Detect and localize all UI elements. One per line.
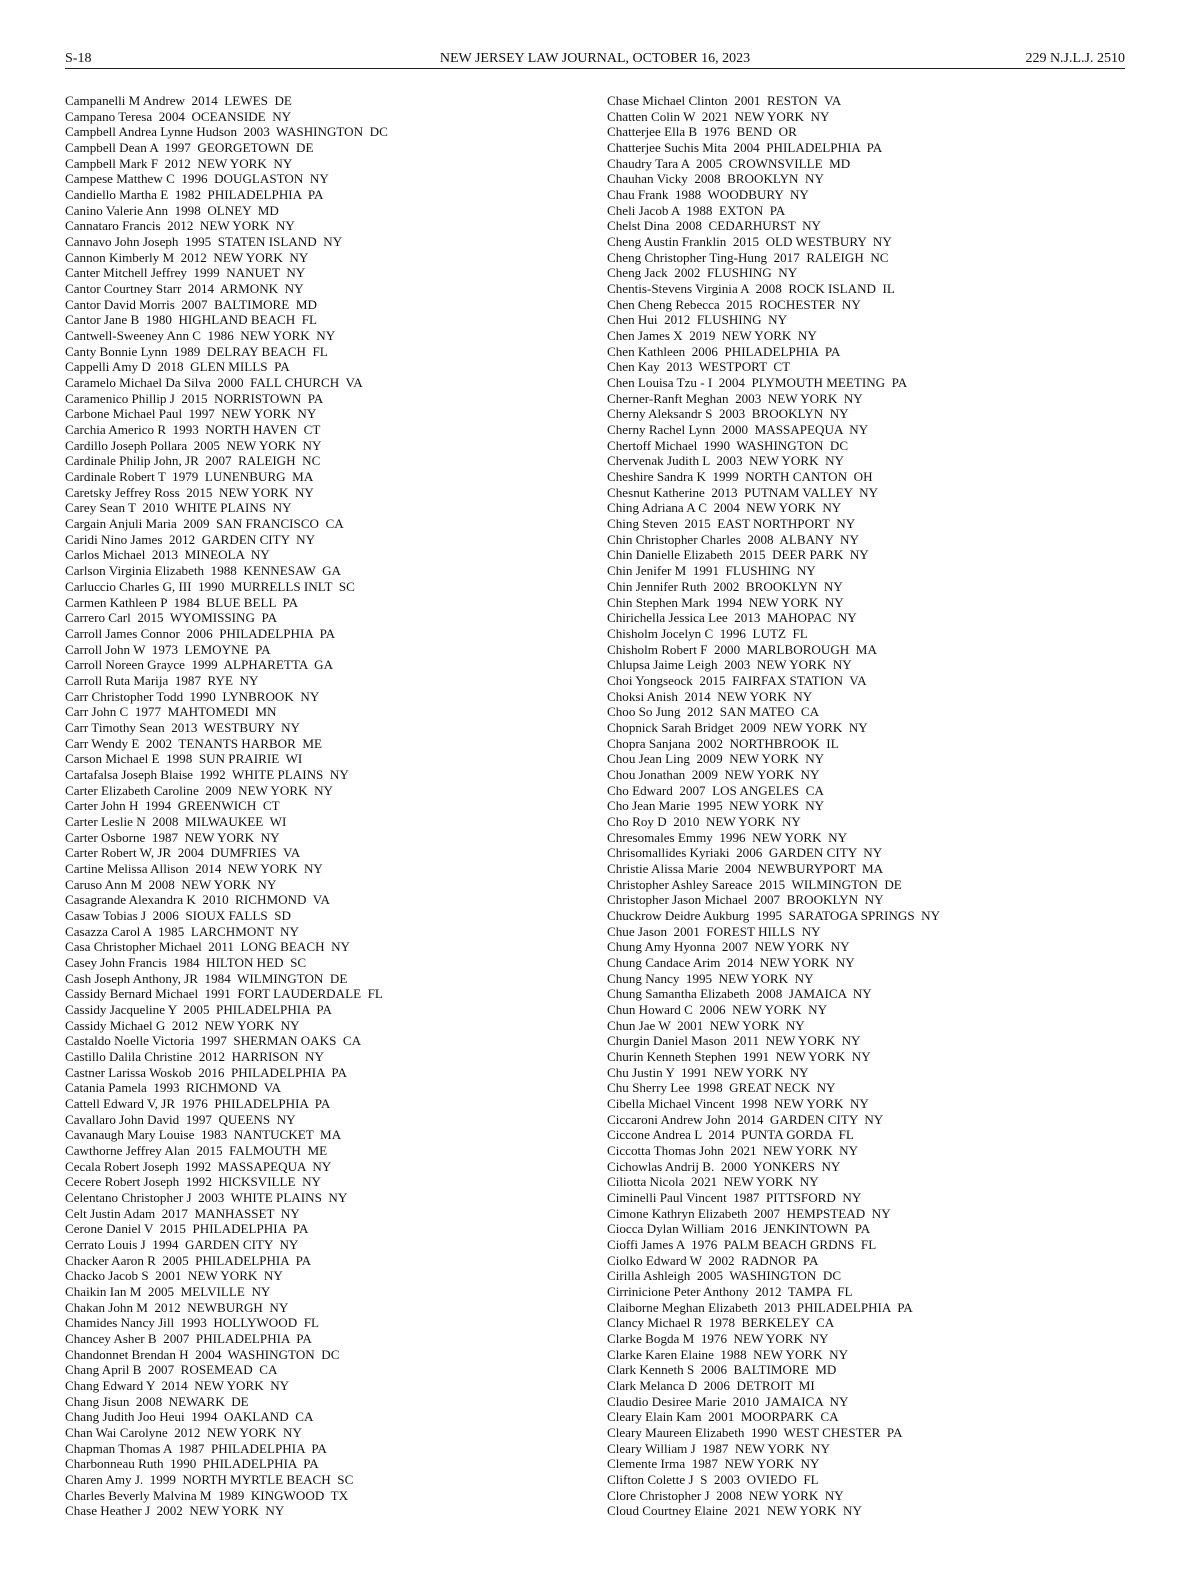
- attorney-entry: Ciocca Dylan William 2016 JENKINTOWN PA: [607, 1221, 871, 1237]
- attorney-entry: Chung Nancy 1995 NEW YORK NY: [607, 970, 814, 986]
- attorney-entry: Carr Timothy Sean 2013 WESTBURY NY: [65, 719, 300, 735]
- attorney-entry: Cichowlas Andrij B. 2000 YONKERS NY: [607, 1158, 841, 1174]
- attorney-entry: Cloud Courtney Elaine 2021 NEW YORK NY: [607, 1503, 862, 1519]
- attorney-entry: Caridi Nino James 2012 GARDEN CITY NY: [65, 531, 316, 547]
- attorney-entry: Cerone Daniel V 2015 PHILADELPHIA PA: [65, 1221, 309, 1237]
- attorney-entry: Chervenak Judith L 2003 NEW YORK NY: [607, 453, 844, 469]
- attorney-entry: Ching Adriana A C 2004 NEW YORK NY: [607, 500, 842, 516]
- attorney-entry: Charen Amy J. 1999 NORTH MYRTLE BEACH SC: [65, 1472, 354, 1488]
- attorney-entry: Christopher Jason Michael 2007 BROOKLYN NY: [607, 892, 884, 908]
- attorney-entry: Chin Danielle Elizabeth 2015 DEER PARK NY: [607, 547, 869, 563]
- attorney-entry: Chaikin Ian M 2005 MELVILLE NY: [65, 1284, 271, 1300]
- attorney-entry: Chauhan Vicky 2008 BROOKLYN NY: [607, 171, 824, 187]
- attorney-entry: Cartine Melissa Allison 2014 NEW YORK NY: [65, 860, 323, 876]
- attorney-entry: Cirrinicione Peter Anthony 2012 TAMPA FL: [607, 1284, 853, 1300]
- attorney-entry: Chesnut Katherine 2013 PUTNAM VALLEY NY: [607, 484, 879, 500]
- attorney-entry: Campanelli M Andrew 2014 LEWES DE: [65, 93, 292, 108]
- attorney-entry: Ciminelli Paul Vincent 1987 PITTSFORD NY: [607, 1190, 862, 1206]
- attorney-entry: Cecere Robert Joseph 1992 HICKSVILLE NY: [65, 1174, 322, 1190]
- attorney-entry: Ciccaroni Andrew John 2014 GARDEN CITY NY: [607, 1111, 884, 1127]
- attorney-entry: Caretsky Jeffrey Ross 2015 NEW YORK NY: [65, 484, 314, 500]
- attorney-entry: Chang Jisun 2008 NEWARK DE: [65, 1393, 249, 1409]
- attorney-entry: Carlson Virginia Elizabeth 1988 KENNESAW GA: [65, 563, 342, 579]
- attorney-entry: Chin Jenifer M 1991 FLUSHING NY: [607, 563, 816, 579]
- attorney-entry: Cho Jean Marie 1995 NEW YORK NY: [607, 798, 825, 814]
- attorney-entry: Cawthorne Jeffrey Alan 2015 FALMOUTH ME: [65, 1143, 328, 1159]
- attorney-entry: Caruso Ann M 2008 NEW YORK NY: [65, 876, 277, 892]
- attorney-entry: Chou Jean Ling 2009 NEW YORK NY: [607, 751, 825, 767]
- attorney-entry: Chacker Aaron R 2005 PHILADELPHIA PA: [65, 1252, 312, 1268]
- attorney-entry: Cantor Jane B 1980 HIGHLAND BEACH FL: [65, 312, 318, 328]
- attorney-entry: Cleary Maureen Elizabeth 1990 WEST CHESTER PA: [607, 1425, 903, 1441]
- attorney-entry: Campbell Andrea Lynne Hudson 2003 WASHINGTON DC: [65, 124, 388, 140]
- attorney-entry: Choo So Jung 2012 SAN MATEO CA: [607, 704, 820, 720]
- attorney-entry: Cardillo Joseph Pollara 2005 NEW YORK NY: [65, 437, 322, 453]
- left-column-list: [65, 93, 585, 1519]
- attorney-entry: Caramelo Michael Da Silva 2000 FALL CHURCH VA: [65, 375, 363, 391]
- attorney-entry: Canter Mitchell Jeffrey 1999 NANUET NY: [65, 265, 306, 281]
- attorney-entry: Carter Elizabeth Caroline 2009 NEW YORK NY: [65, 782, 333, 798]
- attorney-entry: Casaw Tobias J 2006 SIOUX FALLS SD: [65, 907, 291, 923]
- attorney-entry: Chamides Nancy Jill 1993 HOLLYWOOD FL: [65, 1315, 319, 1331]
- attorney-entry: Cheng Austin Franklin 2015 OLD WESTBURY NY: [607, 234, 892, 250]
- attorney-entry: Clifton Colette J S 2003 OVIEDO FL: [607, 1472, 819, 1488]
- attorney-entry: Casazza Carol A 1985 LARCHMONT NY: [65, 923, 299, 939]
- attorney-entry: Canino Valerie Ann 1998 OLNEY MD: [65, 202, 279, 218]
- attorney-entry: Cibella Michael Vincent 1998 NEW YORK NY: [607, 1096, 869, 1111]
- attorney-entry: Carchia Americo R 1993 NORTH HAVEN CT: [65, 422, 321, 438]
- attorney-entry: Chen Hui 2012 FLUSHING NY: [607, 312, 788, 328]
- attorney-entry: Claiborne Meghan Elizabeth 2013 PHILADELPHIA PA: [607, 1299, 913, 1315]
- attorney-entry: Cannataro Francis 2012 NEW YORK NY: [65, 218, 295, 234]
- attorney-entry: Chin Jennifer Ruth 2002 BROOKLYN NY: [607, 578, 843, 594]
- attorney-entry: Canty Bonnie Lynn 1989 DELRAY BEACH FL: [65, 343, 328, 359]
- attorney-entry: Cioffi James A 1976 PALM BEACH GRDNS FL: [607, 1237, 877, 1253]
- attorney-entry: Cirilla Ashleigh 2005 WASHINGTON DC: [607, 1268, 842, 1284]
- attorney-entry: Chin Stephen Mark 1994 NEW YORK NY: [607, 594, 844, 610]
- attorney-entry: Castillo Dalila Christine 2012 HARRISON NY: [65, 1048, 324, 1064]
- attorney-entry: Clark Kenneth S 2006 BALTIMORE MD: [607, 1362, 837, 1378]
- attorney-entry: Chelst Dina 2008 CEDARHURST NY: [607, 218, 821, 234]
- attorney-entry: Charles Beverly Malvina M 1989 KINGWOOD TX: [65, 1487, 349, 1503]
- attorney-entry: Ciolko Edward W 2002 RADNOR PA: [607, 1252, 819, 1268]
- page-number: S-18: [65, 51, 92, 66]
- attorney-entry: Cheng Jack 2002 FLUSHING NY: [607, 265, 798, 281]
- attorney-entry: Ciccotta Thomas John 2021 NEW YORK NY: [607, 1143, 859, 1159]
- attorney-entry: Christie Alissa Marie 2004 NEWBURYPORT MA: [607, 860, 884, 876]
- attorney-entry: Cimone Kathryn Elizabeth 2007 HEMPSTEAD NY: [607, 1205, 891, 1221]
- attorney-entry: Castner Larissa Woskob 2016 PHILADELPHIA PA: [65, 1064, 347, 1080]
- attorney-entry: Chung Samantha Elizabeth 2008 JAMAICA NY: [607, 986, 872, 1002]
- attorney-entry: Cantwell-Sweeney Ann C 1986 NEW YORK NY: [65, 328, 336, 344]
- attorney-entry: Chang Judith Joo Heui 1994 OAKLAND CA: [65, 1409, 314, 1425]
- attorney-entry: Castaldo Noelle Victoria 1997 SHERMAN OAKS CA: [65, 1033, 362, 1049]
- attorney-entry: Carr Christopher Todd 1990 LYNBROOK NY: [65, 688, 320, 704]
- attorney-entry: Cheshire Sandra K 1999 NORTH CANTON OH: [607, 469, 873, 485]
- attorney-entry: Cash Joseph Anthony, JR 1984 WILMINGTON DE: [65, 970, 348, 986]
- attorney-entry: Cassidy Bernard Michael 1991 FORT LAUDERDALE FL: [65, 986, 383, 1002]
- attorney-entry: Chatterjee Ella B 1976 BEND OR: [607, 124, 797, 140]
- attorney-entry: Carr Wendy E 2002 TENANTS HARBOR ME: [65, 735, 323, 751]
- attorney-entry: Cheli Jacob A 1988 EXTON PA: [607, 202, 786, 218]
- attorney-entry: Cavallaro John David 1997 QUEENS NY: [65, 1111, 296, 1127]
- attorney-entry: Carroll Ruta Marija 1987 RYE NY: [65, 672, 259, 688]
- attorney-entry: Cho Roy D 2010 NEW YORK NY: [607, 813, 801, 829]
- attorney-entry: Cherny Rachel Lynn 2000 MASSAPEQUA NY: [607, 422, 869, 438]
- attorney-entry: Chu Justin Y 1991 NEW YORK NY: [607, 1064, 809, 1080]
- attorney-entry: Chentis-Stevens Virginia A 2008 ROCK ISLAND IL: [607, 281, 895, 297]
- attorney-entry: Chancey Asher B 2007 PHILADELPHIA PA: [65, 1331, 312, 1347]
- attorney-entry: Chin Christopher Charles 2008 ALBANY NY: [607, 531, 859, 547]
- attorney-entry: Ching Steven 2015 EAST NORTHPORT NY: [607, 516, 856, 532]
- attorney-entry: Cherny Aleksandr S 2003 BROOKLYN NY: [607, 406, 849, 422]
- attorney-entry: Cassidy Jacqueline Y 2005 PHILADELPHIA PA: [65, 1001, 332, 1017]
- attorney-entry: Candiello Martha E 1982 PHILADELPHIA PA: [65, 187, 324, 203]
- page-header: [65, 50, 1125, 69]
- attorney-entry: Carrero Carl 2015 WYOMISSING PA: [65, 610, 278, 626]
- attorney-entry: Campese Matthew C 1996 DOUGLASTON NY: [65, 171, 329, 187]
- attorney-entry: Chau Frank 1988 WOODBURY NY: [607, 187, 809, 203]
- attorney-entry: Chatterjee Suchis Mita 2004 PHILADELPHIA PA: [607, 140, 883, 156]
- attorney-entry: Chirichella Jessica Lee 2013 MAHOPAC NY: [607, 610, 857, 626]
- publication-title: NEW JERSEY LAW JOURNAL, OCTOBER 16, 2023: [439, 51, 751, 66]
- attorney-entry: Carroll John W 1973 LEMOYNE PA: [65, 641, 271, 657]
- attorney-entry: Chang April B 2007 ROSEMEAD CA: [65, 1362, 278, 1378]
- attorney-entry: Chrisomallides Kyriaki 2006 GARDEN CITY NY: [607, 845, 883, 861]
- attorney-entry: Carter Robert W, JR 2004 DUMFRIES VA: [65, 845, 301, 861]
- attorney-entry: Campbell Dean A 1997 GEORGETOWN DE: [65, 140, 314, 156]
- attorney-entry: Carroll James Connor 2006 PHILADELPHIA PA: [65, 625, 336, 641]
- attorney-entry: Clarke Bogda M 1976 NEW YORK NY: [607, 1331, 829, 1347]
- attorney-entry: Casagrande Alexandra K 2010 RICHMOND VA: [65, 892, 330, 908]
- attorney-entry: Caramenico Phillip J 2015 NORRISTOWN PA: [65, 390, 324, 406]
- attorney-entry: Chen Louisa Tzu - I 2004 PLYMOUTH MEETING PA: [607, 375, 908, 391]
- attorney-entry: Chen Kathleen 2006 PHILADELPHIA PA: [607, 343, 841, 359]
- attorney-entry: Chen James X 2019 NEW YORK NY: [607, 328, 817, 344]
- attorney-entry: Chresomales Emmy 1996 NEW YORK NY: [607, 829, 848, 845]
- attorney-entry: Chang Edward Y 2014 NEW YORK NY: [65, 1378, 290, 1394]
- attorney-entry: Cannon Kimberly M 2012 NEW YORK NY: [65, 249, 309, 265]
- attorney-entry: Chacko Jacob S 2001 NEW YORK NY: [65, 1268, 283, 1284]
- attorney-entry: Carson Michael E 1998 SUN PRAIRIE WI: [65, 751, 303, 767]
- attorney-entry: Cantor David Morris 2007 BALTIMORE MD: [65, 296, 317, 312]
- attorney-entry: Chandonnet Brendan H 2004 WASHINGTON DC: [65, 1346, 340, 1362]
- attorney-entry: Clark Melanca D 2006 DETROIT MI: [607, 1378, 815, 1394]
- attorney-entry: Cattell Edward V, JR 1976 PHILADELPHIA PA: [65, 1096, 331, 1111]
- attorney-entry: Chun Jae W 2001 NEW YORK NY: [607, 1017, 805, 1033]
- attorney-entry: Carter Osborne 1987 NEW YORK NY: [65, 829, 280, 845]
- attorney-entry: Chapman Thomas A 1987 PHILADELPHIA PA: [65, 1440, 327, 1456]
- attorney-entry: Chou Jonathan 2009 NEW YORK NY: [607, 766, 820, 782]
- attorney-entry: Choksi Anish 2014 NEW YORK NY: [607, 688, 813, 704]
- attorney-entry: Ciccone Andrea L 2014 PUNTA GORDA FL: [607, 1127, 854, 1143]
- attorney-entry: Carmen Kathleen P 1984 BLUE BELL PA: [65, 594, 299, 610]
- attorney-entry: Carluccio Charles G, III 1990 MURRELLS INLT SC: [65, 578, 355, 594]
- attorney-entry: Chun Howard C 2006 NEW YORK NY: [607, 1001, 828, 1017]
- attorney-entry: Ciliotta Nicola 2021 NEW YORK NY: [607, 1174, 819, 1190]
- attorney-entry: Cavanaugh Mary Louise 1983 NANTUCKET MA: [65, 1127, 342, 1143]
- attorney-entry: Campano Teresa 2004 OCEANSIDE NY: [65, 108, 292, 124]
- attorney-entry: Churgin Daniel Mason 2011 NEW YORK NY: [607, 1033, 861, 1049]
- attorney-entry: Chuckrow Deidre Aukburg 1995 SARATOGA SPRINGS NY: [607, 907, 941, 923]
- attorney-entry: Cherner-Ranft Meghan 2003 NEW YORK NY: [607, 390, 863, 406]
- attorney-entry: Chisholm Robert F 2000 MARLBOROUGH MA: [607, 641, 877, 657]
- attorney-entry: Chatten Colin W 2021 NEW YORK NY: [607, 108, 830, 124]
- attorney-entry: Cleary William J 1987 NEW YORK NY: [607, 1440, 830, 1456]
- attorney-entry: Celt Justin Adam 2017 MANHASSET NY: [65, 1205, 300, 1221]
- attorney-entry: Chopnick Sarah Bridget 2009 NEW YORK NY: [607, 719, 868, 735]
- attorney-entry: Carey Sean T 2010 WHITE PLAINS NY: [65, 500, 292, 516]
- attorney-entry: Cannavo John Joseph 1995 STATEN ISLAND NY: [65, 234, 343, 250]
- attorney-entry: Cheng Christopher Ting-Hung 2017 RALEIGH NC: [607, 249, 889, 265]
- attorney-entry: Cecala Robert Joseph 1992 MASSAPEQUA NY: [65, 1158, 332, 1174]
- attorney-entry: Clarke Karen Elaine 1988 NEW YORK NY: [607, 1346, 849, 1362]
- attorney-entry: Cho Edward 2007 LOS ANGELES CA: [607, 782, 824, 798]
- attorney-entry: Catania Pamela 1993 RICHMOND VA: [65, 1080, 281, 1096]
- attorney-entry: Chertoff Michael 1990 WASHINGTON DC: [607, 437, 849, 453]
- attorney-entry: Carbone Michael Paul 1997 NEW YORK NY: [65, 406, 317, 422]
- attorney-entry: Chaudry Tara A 2005 CROWNSVILLE MD: [607, 155, 851, 171]
- attorney-entry: Carlos Michael 2013 MINEOLA NY: [65, 547, 270, 563]
- attorney-entry: Claudio Desiree Marie 2010 JAMAICA NY: [607, 1393, 849, 1409]
- attorney-entry: Chakan John M 2012 NEWBURGH NY: [65, 1299, 289, 1315]
- attorney-entry: Choi Yongseock 2015 FAIRFAX STATION VA: [607, 672, 867, 688]
- attorney-entry: Chlupsa Jaime Leigh 2003 NEW YORK NY: [607, 657, 852, 673]
- attorney-entry: Chase Heather J 2002 NEW YORK NY: [65, 1503, 285, 1519]
- journal-citation: 229 N.J.L.J. 2510: [1025, 51, 1125, 66]
- attorney-entry: Chen Cheng Rebecca 2015 ROCHESTER NY: [607, 296, 861, 312]
- attorney-entry: Cardinale Philip John, JR 2007 RALEIGH NC: [65, 453, 321, 469]
- attorney-entry: Clemente Irma 1987 NEW YORK NY: [607, 1456, 820, 1472]
- attorney-entry: Cardinale Robert T 1979 LUNENBURG MA: [65, 469, 314, 485]
- attorney-entry: Carroll Noreen Grayce 1999 ALPHARETTA GA: [65, 657, 334, 673]
- attorney-entry: Carter John H 1994 GREENWICH CT: [65, 798, 280, 814]
- attorney-entry: Casa Christopher Michael 2011 LONG BEACH NY: [65, 939, 350, 955]
- attorney-entry: Churin Kenneth Stephen 1991 NEW YORK NY: [607, 1048, 871, 1064]
- right-column-list: [607, 93, 1127, 1519]
- attorney-entry: Chue Jason 2001 FOREST HILLS NY: [607, 923, 821, 939]
- attorney-entry: Carter Leslie N 2008 MILWAUKEE WI: [65, 813, 287, 829]
- attorney-entry: Cassidy Michael G 2012 NEW YORK NY: [65, 1017, 300, 1033]
- attorney-entry: Campbell Mark F 2012 NEW YORK NY: [65, 155, 293, 171]
- attorney-entry: Chase Michael Clinton 2001 RESTON VA: [607, 93, 842, 108]
- attorney-entry: Chisholm Jocelyn C 1996 LUTZ FL: [607, 625, 808, 641]
- attorney-entry: Chen Kay 2013 WESTPORT CT: [607, 359, 791, 375]
- attorney-entry: Cappelli Amy D 2018 GLEN MILLS PA: [65, 359, 290, 375]
- attorney-entry: Clore Christopher J 2008 NEW YORK NY: [607, 1487, 844, 1503]
- attorney-entry: Chan Wai Carolyne 2012 NEW YORK NY: [65, 1425, 302, 1441]
- attorney-entry: Celentano Christopher J 2003 WHITE PLAINS NY: [65, 1190, 348, 1206]
- attorney-entry: Clancy Michael R 1978 BERKELEY CA: [607, 1315, 835, 1331]
- attorney-entry: Cargain Anjuli Maria 2009 SAN FRANCISCO CA: [65, 516, 344, 532]
- attorney-entry: Casey John Francis 1984 HILTON HED SC: [65, 954, 307, 970]
- attorney-entry: Cerrato Louis J 1994 GARDEN CITY NY: [65, 1237, 299, 1253]
- attorney-entry: Chung Amy Hyonna 2007 NEW YORK NY: [607, 939, 850, 955]
- attorney-entry: Cartafalsa Joseph Blaise 1992 WHITE PLAINS NY: [65, 766, 349, 782]
- attorney-entry: Cantor Courtney Starr 2014 ARMONK NY: [65, 281, 304, 297]
- attorney-entry: Charbonneau Ruth 1990 PHILADELPHIA PA: [65, 1456, 319, 1472]
- attorney-entry: Christopher Ashley Sareace 2015 WILMINGTON DE: [607, 876, 902, 892]
- attorney-entry: Chopra Sanjana 2002 NORTHBROOK IL: [607, 735, 839, 751]
- attorney-entry: Chung Candace Arim 2014 NEW YORK NY: [607, 954, 855, 970]
- attorney-entry: Cleary Elain Kam 2001 MOORPARK CA: [607, 1409, 839, 1425]
- attorney-entry: Carr John C 1977 MAHTOMEDI MN: [65, 704, 277, 720]
- attorney-entry: Chu Sherry Lee 1998 GREAT NECK NY: [607, 1080, 836, 1096]
